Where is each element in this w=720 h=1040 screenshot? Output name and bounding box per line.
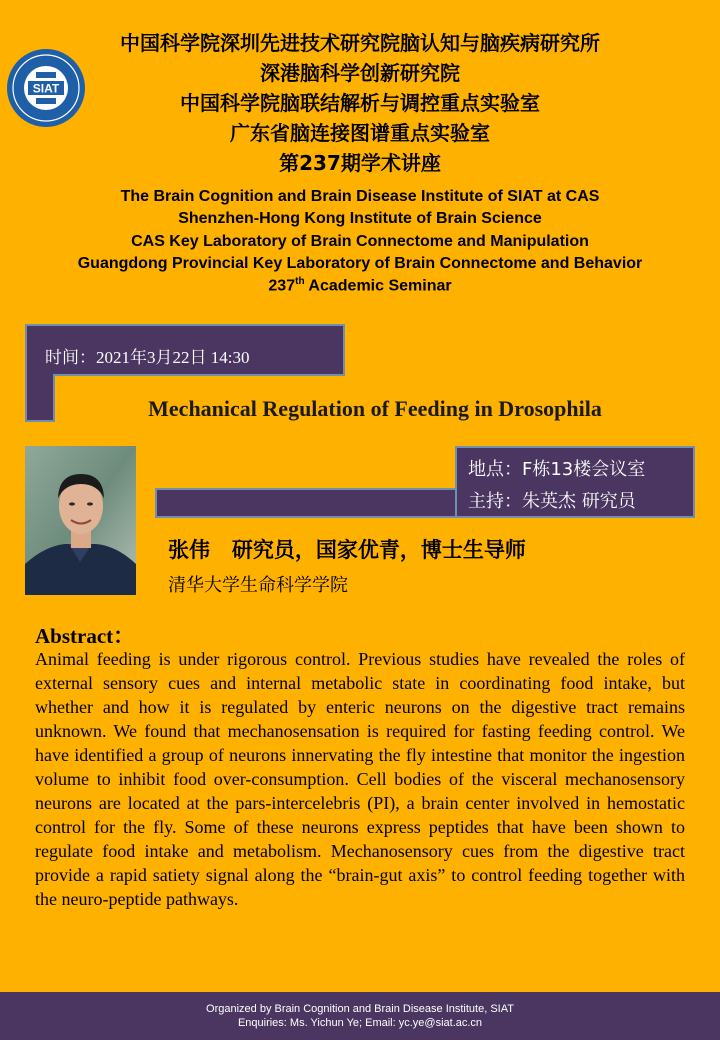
- talk-title: Mechanical Regulation of Feeding in Drosophila: [148, 396, 602, 421]
- footer-organizer: Organized by Brain Cognition and Brain Disease Institute, SIAT: [206, 1003, 514, 1015]
- header-en-seminar: [0, 276, 720, 295]
- header-en-line-3: CAS Key Laboratory of Brain Connectome and Manipulation: [131, 233, 589, 250]
- location-text: 地点：F栋13楼会议室: [468, 459, 646, 480]
- header-en-line-1: The Brain Cognition and Brain Disease Institute of SIAT at CAS: [120, 188, 600, 205]
- abstract-body: Animal feeding is under rigorous control. Previous studies have revealed the roles of external sensory cues and internal metabolic state in coordinating food intake, but whether and how it is regulated by enteric neurons on the digestive tract remains unknown. We found that mechanosensation is required for fasting feeding control. We have identified a group of neurons innervating the fly intestine that monitor the ingestion volume to inhibit food over-consumption. Cell bodies of the visceral mechanosensory neurons are located at the pars-intercelebris (PI), a brain center involved in hemostatic control for the fly. Some of these neurons express peptides that have been shown to regulate food intake and metabolism. Mechanosensory cues from the digestive tract provide a rapid satiety signal along the “brain-gut axis” to control feeding together with the neuro-peptide pathways.: [35, 649, 685, 909]
- time-box: [25, 324, 345, 376]
- speaker-affiliation: 清华大学生命科学学院: [168, 575, 348, 596]
- location-box-bar: [155, 488, 457, 518]
- time-box-stem: [25, 374, 55, 422]
- seminar-label: Academic Seminar: [304, 277, 452, 295]
- footer: [0, 992, 720, 1040]
- footer-enquiries: Enquiries: Ms. Yichun Ye; Email: yc.ye@siat.ac.cn: [237, 1017, 483, 1029]
- host-text: 主持：朱英杰 研究员: [468, 491, 636, 512]
- header-cn-line-3: 中国科学院脑联结解析与调控重点实验室: [180, 91, 540, 115]
- header-en-line-2: Shenzhen-Hong Kong Institute of Brain Science: [178, 210, 542, 227]
- header-cn-line-2: 深港脑科学创新研究院: [260, 61, 460, 85]
- speaker-name: 张伟 研究员，国家优青，博士生导师: [168, 538, 526, 562]
- header-en-line-4: Guangdong Provincial Key Laboratory of Brain Connectome and Behavior: [77, 255, 643, 272]
- abstract-title: Abstract：: [35, 624, 135, 648]
- time-box-joint: [27, 372, 53, 378]
- header-cn-line-5: 第237期学术讲座: [279, 151, 441, 175]
- time-text: 时间：2021年3月22日 14:30: [45, 348, 250, 367]
- seminar-number: 237: [268, 277, 296, 295]
- speaker-photo: [25, 446, 136, 595]
- seminar-suffix: th: [295, 276, 305, 287]
- header-cn-line-4: 广东省脑连接图谱重点实验室: [230, 121, 490, 145]
- logo-text: SIAT: [32, 81, 60, 96]
- header-cn-line-1: 中国科学院深圳先进技术研究院脑认知与脑疾病研究所: [120, 31, 600, 55]
